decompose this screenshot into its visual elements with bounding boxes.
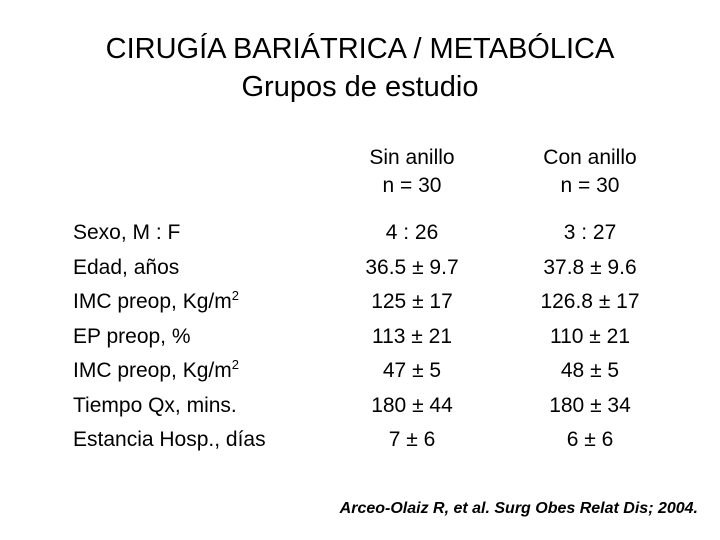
row-label: EP preop, %: [73, 324, 191, 348]
column-name: Sin anillo: [369, 146, 455, 169]
value-cell: 125 ± 17: [371, 290, 453, 313]
title-line-1: CIRUGÍA BARIÁTRICA / METABÓLICA: [105, 33, 615, 65]
value-cell: 3 : 27: [563, 221, 617, 244]
title-line-2: Grupos de estudio: [241, 71, 479, 103]
value-cell: 180 ± 34: [549, 393, 631, 417]
value-cell: 4 : 26: [385, 221, 439, 244]
row-label: IMC preop, $Kg/m^2$: [73, 357, 239, 382]
column-header-sin-anillo: [322, 144, 502, 200]
row-label: Edad, años: [73, 255, 180, 279]
row-label: Tiempo Qx, mins.: [73, 393, 237, 417]
column-name: Con anillo: [543, 146, 637, 169]
column-n: n = 30: [560, 174, 620, 197]
value-cell: 7 ± 6: [388, 428, 436, 451]
row-labels: [73, 216, 266, 458]
row-label: IMC preop, $Kg/m^2$: [73, 288, 239, 313]
slide-title: [0, 30, 720, 106]
column-n: n = 30: [382, 174, 442, 197]
row-label: Sexo, M : F: [73, 221, 181, 244]
value-cell: 47 ± 5: [382, 359, 442, 382]
value-cell: 126.8 ± 17: [540, 290, 640, 313]
value-cell: 6 ± 6: [566, 428, 614, 451]
row-label: Estancia Hosp., días: [73, 428, 266, 451]
value-cell: 48 ± 5: [560, 359, 620, 382]
citation: Arceo-Olaiz R, et al. Surg Obes Relat Dis; 2004.: [339, 500, 698, 517]
column-header-con-anillo: [500, 144, 680, 200]
value-cell: 180 ± 44: [371, 393, 453, 417]
value-cell: 37.8 ± 9.6: [543, 255, 637, 279]
value-cell: 36.5 ± 9.7: [365, 255, 459, 279]
value-cell: 110 ± 21: [549, 324, 631, 348]
values-con-anillo: [500, 216, 680, 458]
values-sin-anillo: [322, 216, 502, 458]
value-cell: 113 ± 21: [371, 324, 453, 348]
